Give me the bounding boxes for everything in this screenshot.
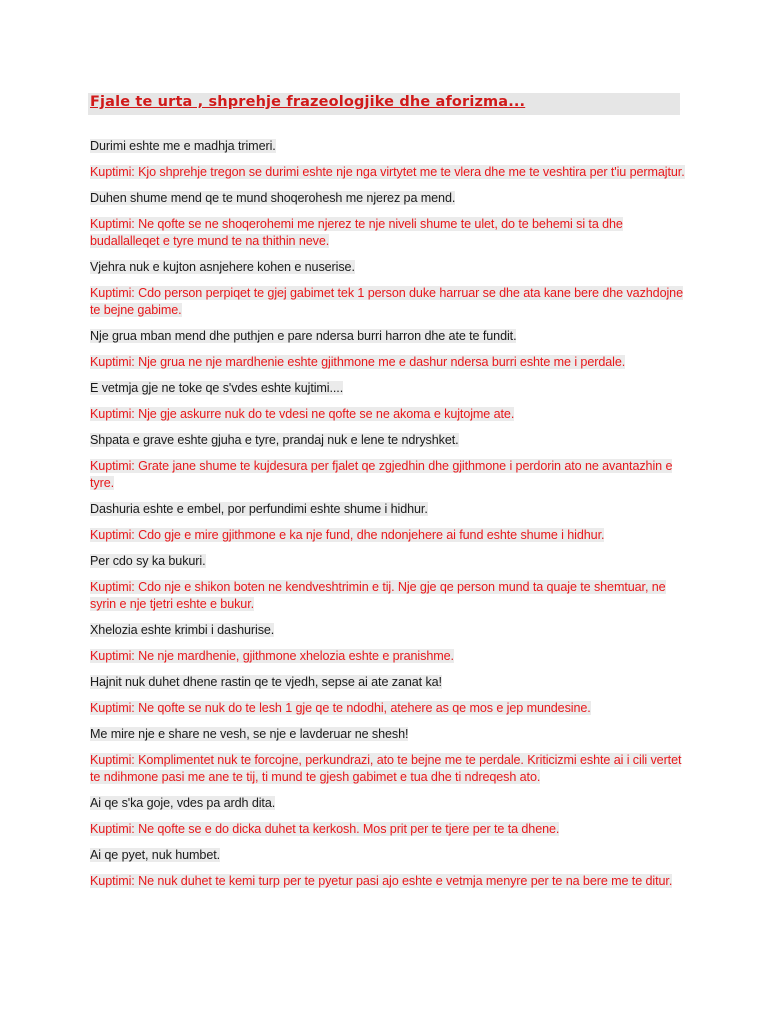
proverb-text: Me mire nje e share ne vesh, se nje e lavderuar ne shesh!: [90, 727, 409, 741]
list-item: [90, 138, 686, 181]
list-item: [90, 432, 686, 492]
proverb-text: Ai qe pyet, nuk humbet.: [90, 848, 221, 862]
meaning-text: Kuptimi: Ne qofte se nuk do te lesh 1 gje qe te ndodhi, atehere as qe mos e jep mundesine.: [90, 701, 591, 715]
proverb-text: Hajnit nuk duhet dhene rastin qe te vjedh, sepse ai ate zanat ka!: [90, 675, 442, 689]
document-title: Fjale te urta , shprehje frazeologjike dhe aforizma...: [90, 94, 526, 110]
meaning-text: Kuptimi: Ne nje mardhenie, gjithmone xhelozia eshte e pranishme.: [90, 649, 454, 663]
list-item: [90, 259, 686, 319]
meaning-text: Kuptimi: Ne qofte se ne shoqerohemi me njerez te nje niveli shume te ulet, do te behemi si ta dhe budallalleqet e tyre mund te na thithin neve.: [90, 217, 623, 248]
list-item: [90, 795, 686, 838]
meaning-text: Kuptimi: Kjo shprehje tregon se durimi eshte nje nga virtytet me te vlera dhe me te veshtira per t'iu permajtur.: [90, 165, 685, 179]
list-item: [90, 847, 686, 890]
meaning-text: Kuptimi: Cdo gje e mire gjithmone e ka nje fund, dhe ndonjehere ai fund eshte shume i hidhur.: [90, 528, 605, 542]
proverb-text: Nje grua mban mend dhe puthjen e pare ndersa burri harron dhe ate te fundit.: [90, 329, 517, 343]
meaning-text: Kuptimi: Ne qofte se e do dicka duhet ta kerkosh. Mos prit per te tjere per te ta dhene.: [90, 822, 560, 836]
meaning-text: Kuptimi: Grate jane shume te kujdesura per fjalet qe zgjedhin dhe gjithmone i perdorin ato ne avantazhin e tyre.: [90, 459, 673, 490]
meaning-text: Kuptimi: Nje gje askurre nuk do te vdesi ne qofte se ne akoma e kujtojme ate.: [90, 407, 515, 421]
list-item: [90, 190, 686, 250]
list-item: [90, 501, 686, 544]
meaning-text: Kuptimi: Nje grua ne nje mardhenie eshte gjithmone me e dashur ndersa burri eshte me i perdale.: [90, 355, 626, 369]
meaning-text: Kuptimi: Ne nuk duhet te kemi turp per te pyetur pasi ajo eshte e vetmja menyre per te na bere me te ditur.: [90, 874, 673, 888]
title-bar: [88, 93, 680, 115]
proverb-text: Duhen shume mend qe te mund shoqerohesh me njerez pa mend.: [90, 191, 456, 205]
list-item: [90, 726, 686, 786]
proverb-text: Per cdo sy ka bukuri.: [90, 554, 206, 568]
list-item: [90, 328, 686, 371]
proverb-text: E vetmja gje ne toke qe s'vdes eshte kujtimi....: [90, 381, 344, 395]
list-item: [90, 674, 686, 717]
meaning-text: Kuptimi: Komplimentet nuk te forcojne, perkundrazi, ato te bejne me te perdale. Kriticizmi eshte ai i cili vertet te ndihmone pasi me ane te tij, ti mund te gjesh gabimet e tua dhe ti ndreqesh ato.: [90, 753, 682, 784]
proverb-text: Xhelozia eshte krimbi i dashurise.: [90, 623, 275, 637]
list-item: [90, 553, 686, 613]
proverb-text: Ai qe s'ka goje, vdes pa ardh dita.: [90, 796, 276, 810]
proverb-list: [90, 138, 686, 899]
proverb-text: Shpata e grave eshte gjuha e tyre, prandaj nuk e lene te ndryshket.: [90, 433, 459, 447]
meaning-text: Kuptimi: Cdo person perpiqet te gjej gabimet tek 1 person duke harruar se dhe ata kane bere dhe vazhdojne te bejne gabime.: [90, 286, 683, 317]
meaning-text: Kuptimi: Cdo nje e shikon boten ne kendveshtrimin e tij. Nje gje qe person mund ta quaje te shemtuar, ne syrin e nje tjetri eshte e bukur.: [90, 580, 666, 611]
proverb-text: Vjehra nuk e kujton asnjehere kohen e nuserise.: [90, 260, 355, 274]
list-item: [90, 622, 686, 665]
proverb-text: Durimi eshte me e madhja trimeri.: [90, 139, 276, 153]
proverb-text: Dashuria eshte e embel, por perfundimi eshte shume i hidhur.: [90, 502, 428, 516]
list-item: [90, 380, 686, 423]
